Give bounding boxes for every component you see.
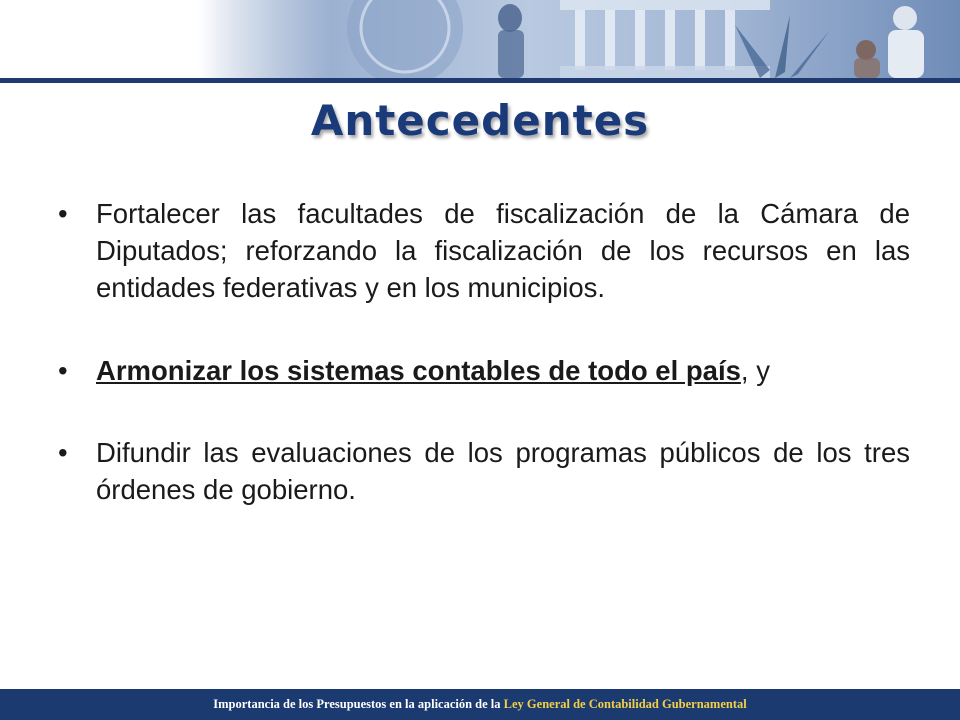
bullet-item [58, 435, 910, 509]
bullet-list [58, 196, 910, 509]
slide-title: Antecedentes [310, 96, 650, 145]
bullet-text: Difundir las evaluaciones de los programas públicos de los tres órdenes de gobierno. [96, 437, 910, 506]
bullet-item [58, 196, 910, 307]
bullet-emphasis-text: Armonizar los sistemas contables de todo el país [96, 354, 741, 386]
footer-prefix-text: Importancia de los Presupuestos en la aplicación de la [213, 697, 501, 711]
banner-collage-image [0, 0, 960, 78]
footer-law-name: Ley General de Contabilidad Gubernamental [503, 697, 747, 711]
footer-bar [0, 689, 960, 720]
header-banner [0, 0, 960, 78]
bullet-text: Fortalecer las facultades de fiscalización de la Cámara de Diputados; reforzando la fiscalización de los recursos en las entidades federativas y en los municipios. [96, 198, 910, 303]
banner-divider [0, 78, 960, 83]
bullet-item [58, 353, 910, 390]
bullet-suffix-text: , y [740, 354, 770, 386]
